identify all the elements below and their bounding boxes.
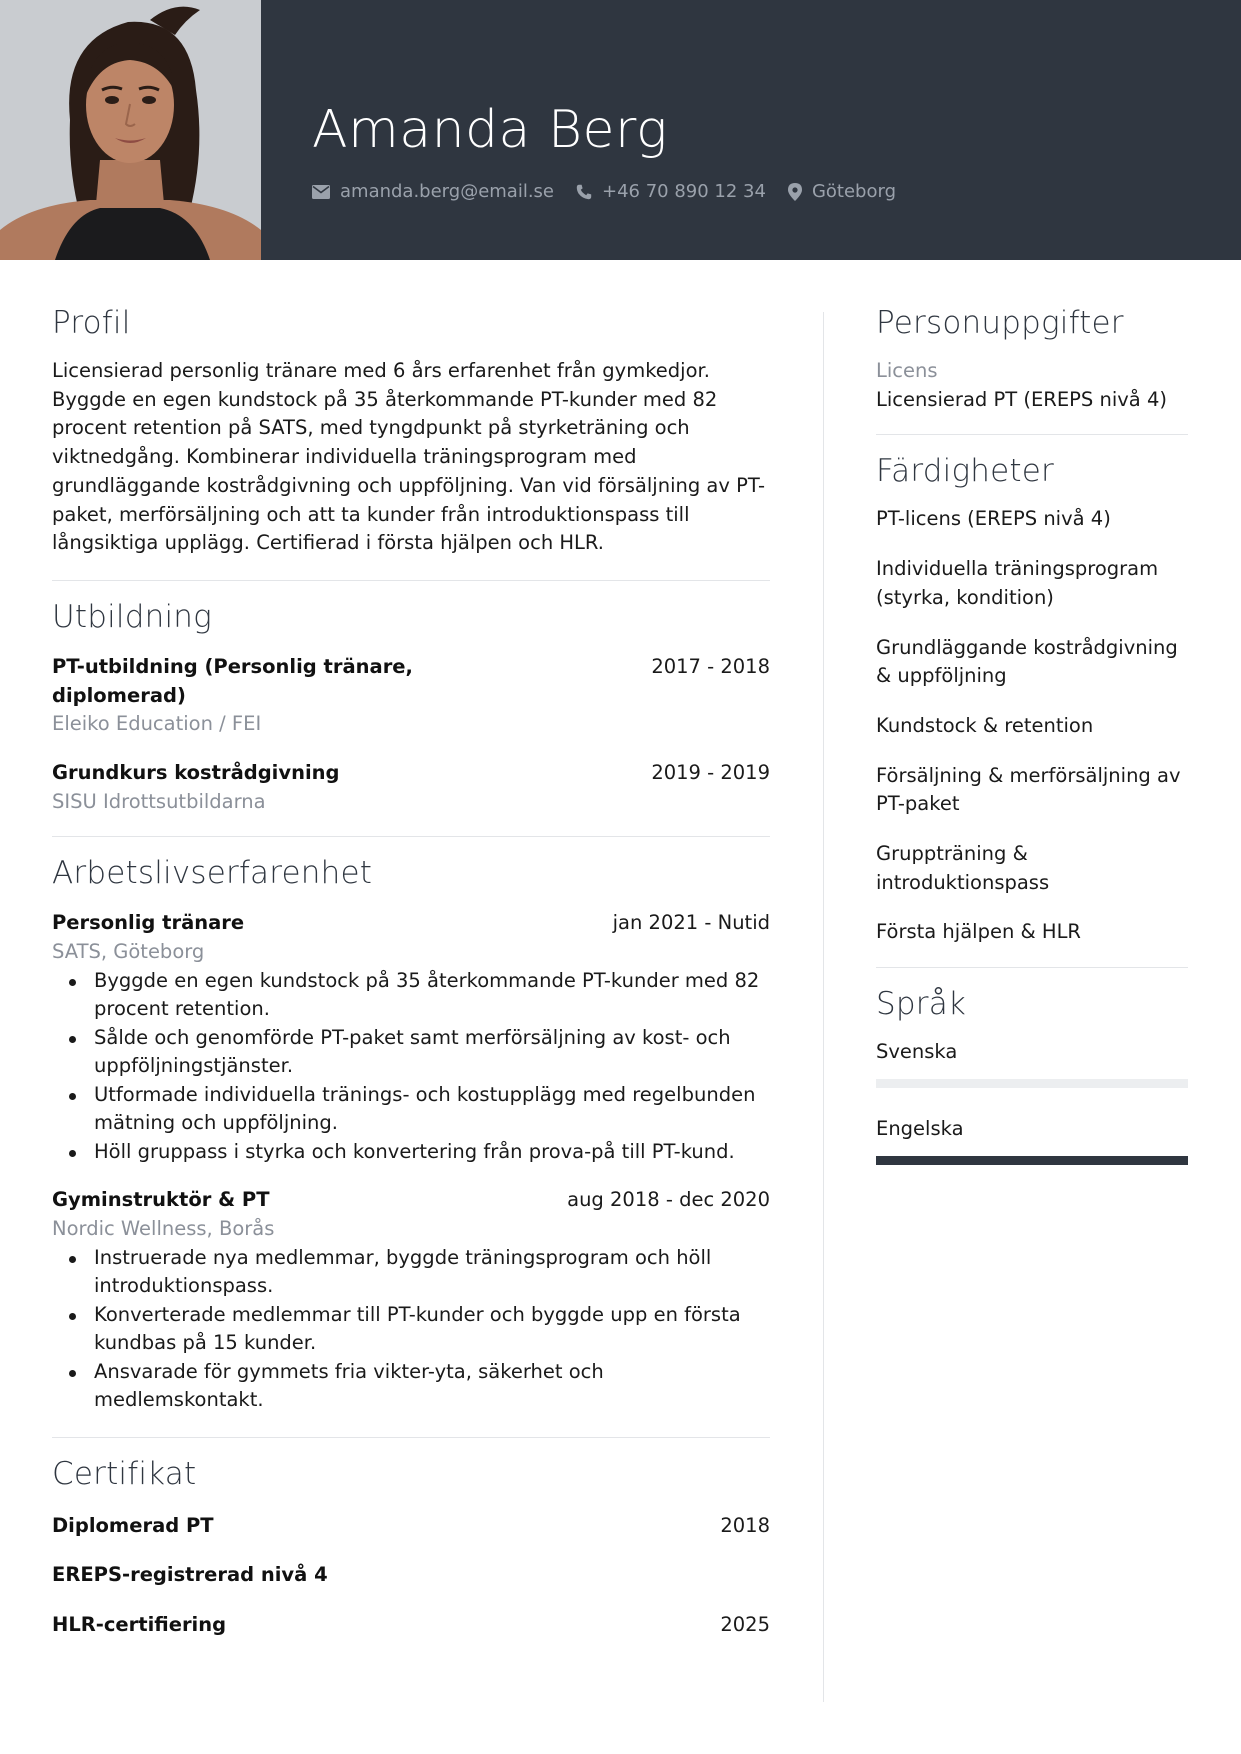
section-divider	[876, 967, 1188, 968]
language-item	[876, 1115, 1188, 1165]
contact-email[interactable]	[312, 181, 554, 202]
job-title: Gyminstruktör & PT	[52, 1188, 270, 1212]
sidebar	[876, 305, 1188, 1165]
certificate-entry	[52, 1611, 770, 1640]
job-bullets	[52, 1244, 770, 1415]
bullet-item: Ansvarade för gymmets fria vikter-yta, säkerhet och medlemskontakt.	[52, 1358, 770, 1415]
skill-item: Kundstock & retention	[876, 713, 1094, 737]
certificate-entry	[52, 1512, 770, 1541]
phone-text: +46 70 890 12 34	[602, 181, 766, 202]
language-level-fill	[876, 1156, 1188, 1165]
certificates-section	[52, 1456, 770, 1640]
education-date: 2017 - 2018	[651, 654, 770, 678]
language-level-bar	[876, 1156, 1188, 1165]
bullet-item: Utformade individuella tränings- och kostupplägg med regelbunden mätning och uppföljning.	[52, 1081, 770, 1138]
education-entry	[52, 653, 770, 739]
language-name: Svenska	[876, 1040, 958, 1064]
personal-heading: Personuppgifter	[876, 305, 1124, 341]
education-title: PT-utbildning (Personlig tränare, diplomerad)	[52, 654, 413, 707]
certificate-title: HLR-certifiering	[52, 1613, 227, 1637]
experience-heading: Arbetslivserfarenhet	[52, 855, 373, 892]
profile-photo	[0, 0, 261, 260]
skill-item: Första hjälpen & HLR	[876, 920, 1081, 944]
language-item	[876, 1038, 1188, 1088]
job-date: aug 2018 - dec 2020	[567, 1188, 770, 1212]
skills-section	[876, 453, 1188, 947]
education-date: 2019 - 2019	[651, 761, 770, 785]
language-name: Engelska	[876, 1116, 964, 1140]
job-company: SATS, Göteborg	[52, 940, 205, 964]
profile-heading: Profil	[52, 305, 131, 341]
education-entry	[52, 759, 770, 816]
column-divider	[823, 312, 824, 1702]
license-value: Licensierad PT (EREPS nivå 4)	[876, 387, 1167, 411]
skill-item: PT-licens (EREPS nivå 4)	[876, 507, 1111, 531]
job-company: Nordic Wellness, Borås	[52, 1217, 275, 1241]
bullet-item: Byggde en egen kundstock på 35 återkommande PT-kunder med 82 procent retention.	[52, 967, 770, 1024]
experience-entry	[52, 909, 770, 1166]
contact-location	[788, 181, 896, 202]
mail-icon	[312, 185, 330, 199]
languages-heading: Språk	[876, 986, 967, 1023]
experience-section	[52, 855, 770, 1414]
candidate-name: Amanda Berg	[312, 100, 668, 160]
certificate-date: 2018	[720, 1513, 770, 1537]
email-text: amanda.berg@email.se	[340, 181, 555, 202]
personal-section	[876, 305, 1188, 414]
bullet-item: Sålde och genomförde PT-paket samt merförsäljning av kost- och uppföljningstjänster.	[52, 1024, 770, 1081]
header	[0, 0, 1241, 260]
location-text: Göteborg	[811, 181, 897, 202]
skill-item: Försäljning & merförsäljning av PT-paket	[876, 763, 1181, 816]
certificates-heading: Certifikat	[52, 1455, 197, 1492]
education-school: SISU Idrottsutbildarna	[52, 789, 266, 813]
languages-section	[876, 986, 1188, 1164]
location-pin-icon	[788, 183, 802, 201]
education-heading: Utbildning	[52, 598, 212, 635]
section-divider	[52, 580, 770, 581]
certificate-title: EREPS-registrerad nivå 4	[52, 1563, 328, 1587]
experience-entry	[52, 1186, 770, 1414]
skill-item: Gruppträning & introduktionspass	[876, 842, 1050, 894]
bullet-item: Höll gruppass i styrka och konvertering från prova-på till PT-kund.	[52, 1138, 770, 1167]
profile-text: Licensierad personlig tränare med 6 års erfarenhet från gymkedjor. Byggde en egen kundstock på 35 återkommande PT-kunder med 82 procent retention på SATS, med tyngdpunkt på styrketräning och viktnedgång. Kombinerar individuella träningsprogram med grundläggande kostrådgivning och uppföljning. Van vid försäljning av PT-paket, merförsäljning och att ta kunder från introduktionspass till långsiktiga upplägg. Certifierad i första hjälpen och HLR.	[52, 359, 766, 555]
education-title: Grundkurs kostrådgivning	[52, 761, 340, 785]
phone-icon	[576, 184, 592, 200]
section-divider	[52, 836, 770, 837]
license-label: Licens	[876, 359, 938, 382]
section-divider	[52, 1437, 770, 1438]
skills-heading: Färdigheter	[876, 453, 1054, 490]
bullet-item: Konverterade medlemmar till PT-kunder och byggde upp en första kundbas på 15 kunder.	[52, 1301, 770, 1358]
job-bullets	[52, 967, 770, 1167]
certificate-title: Diplomerad PT	[52, 1513, 214, 1537]
job-title: Personlig tränare	[52, 911, 245, 935]
education-section	[52, 599, 770, 817]
skill-item: Grundläggande kostrådgivning & uppföljning	[876, 635, 1178, 688]
education-school: Eleiko Education / FEI	[52, 712, 262, 736]
certificate-entry	[52, 1561, 770, 1590]
certificate-date: 2025	[720, 1613, 770, 1637]
skill-item: Individuella träningsprogram (styrka, kondition)	[876, 557, 1159, 609]
contact-bar	[312, 181, 896, 202]
profile-section	[52, 305, 770, 558]
job-date: jan 2021 - Nutid	[612, 911, 770, 935]
contact-phone[interactable]	[576, 181, 766, 202]
language-level-bar	[876, 1079, 1188, 1088]
bullet-item: Instruerade nya medlemmar, byggde träningsprogram och höll introduktionspass.	[52, 1244, 770, 1301]
main-column	[52, 305, 770, 1640]
section-divider	[876, 434, 1188, 435]
